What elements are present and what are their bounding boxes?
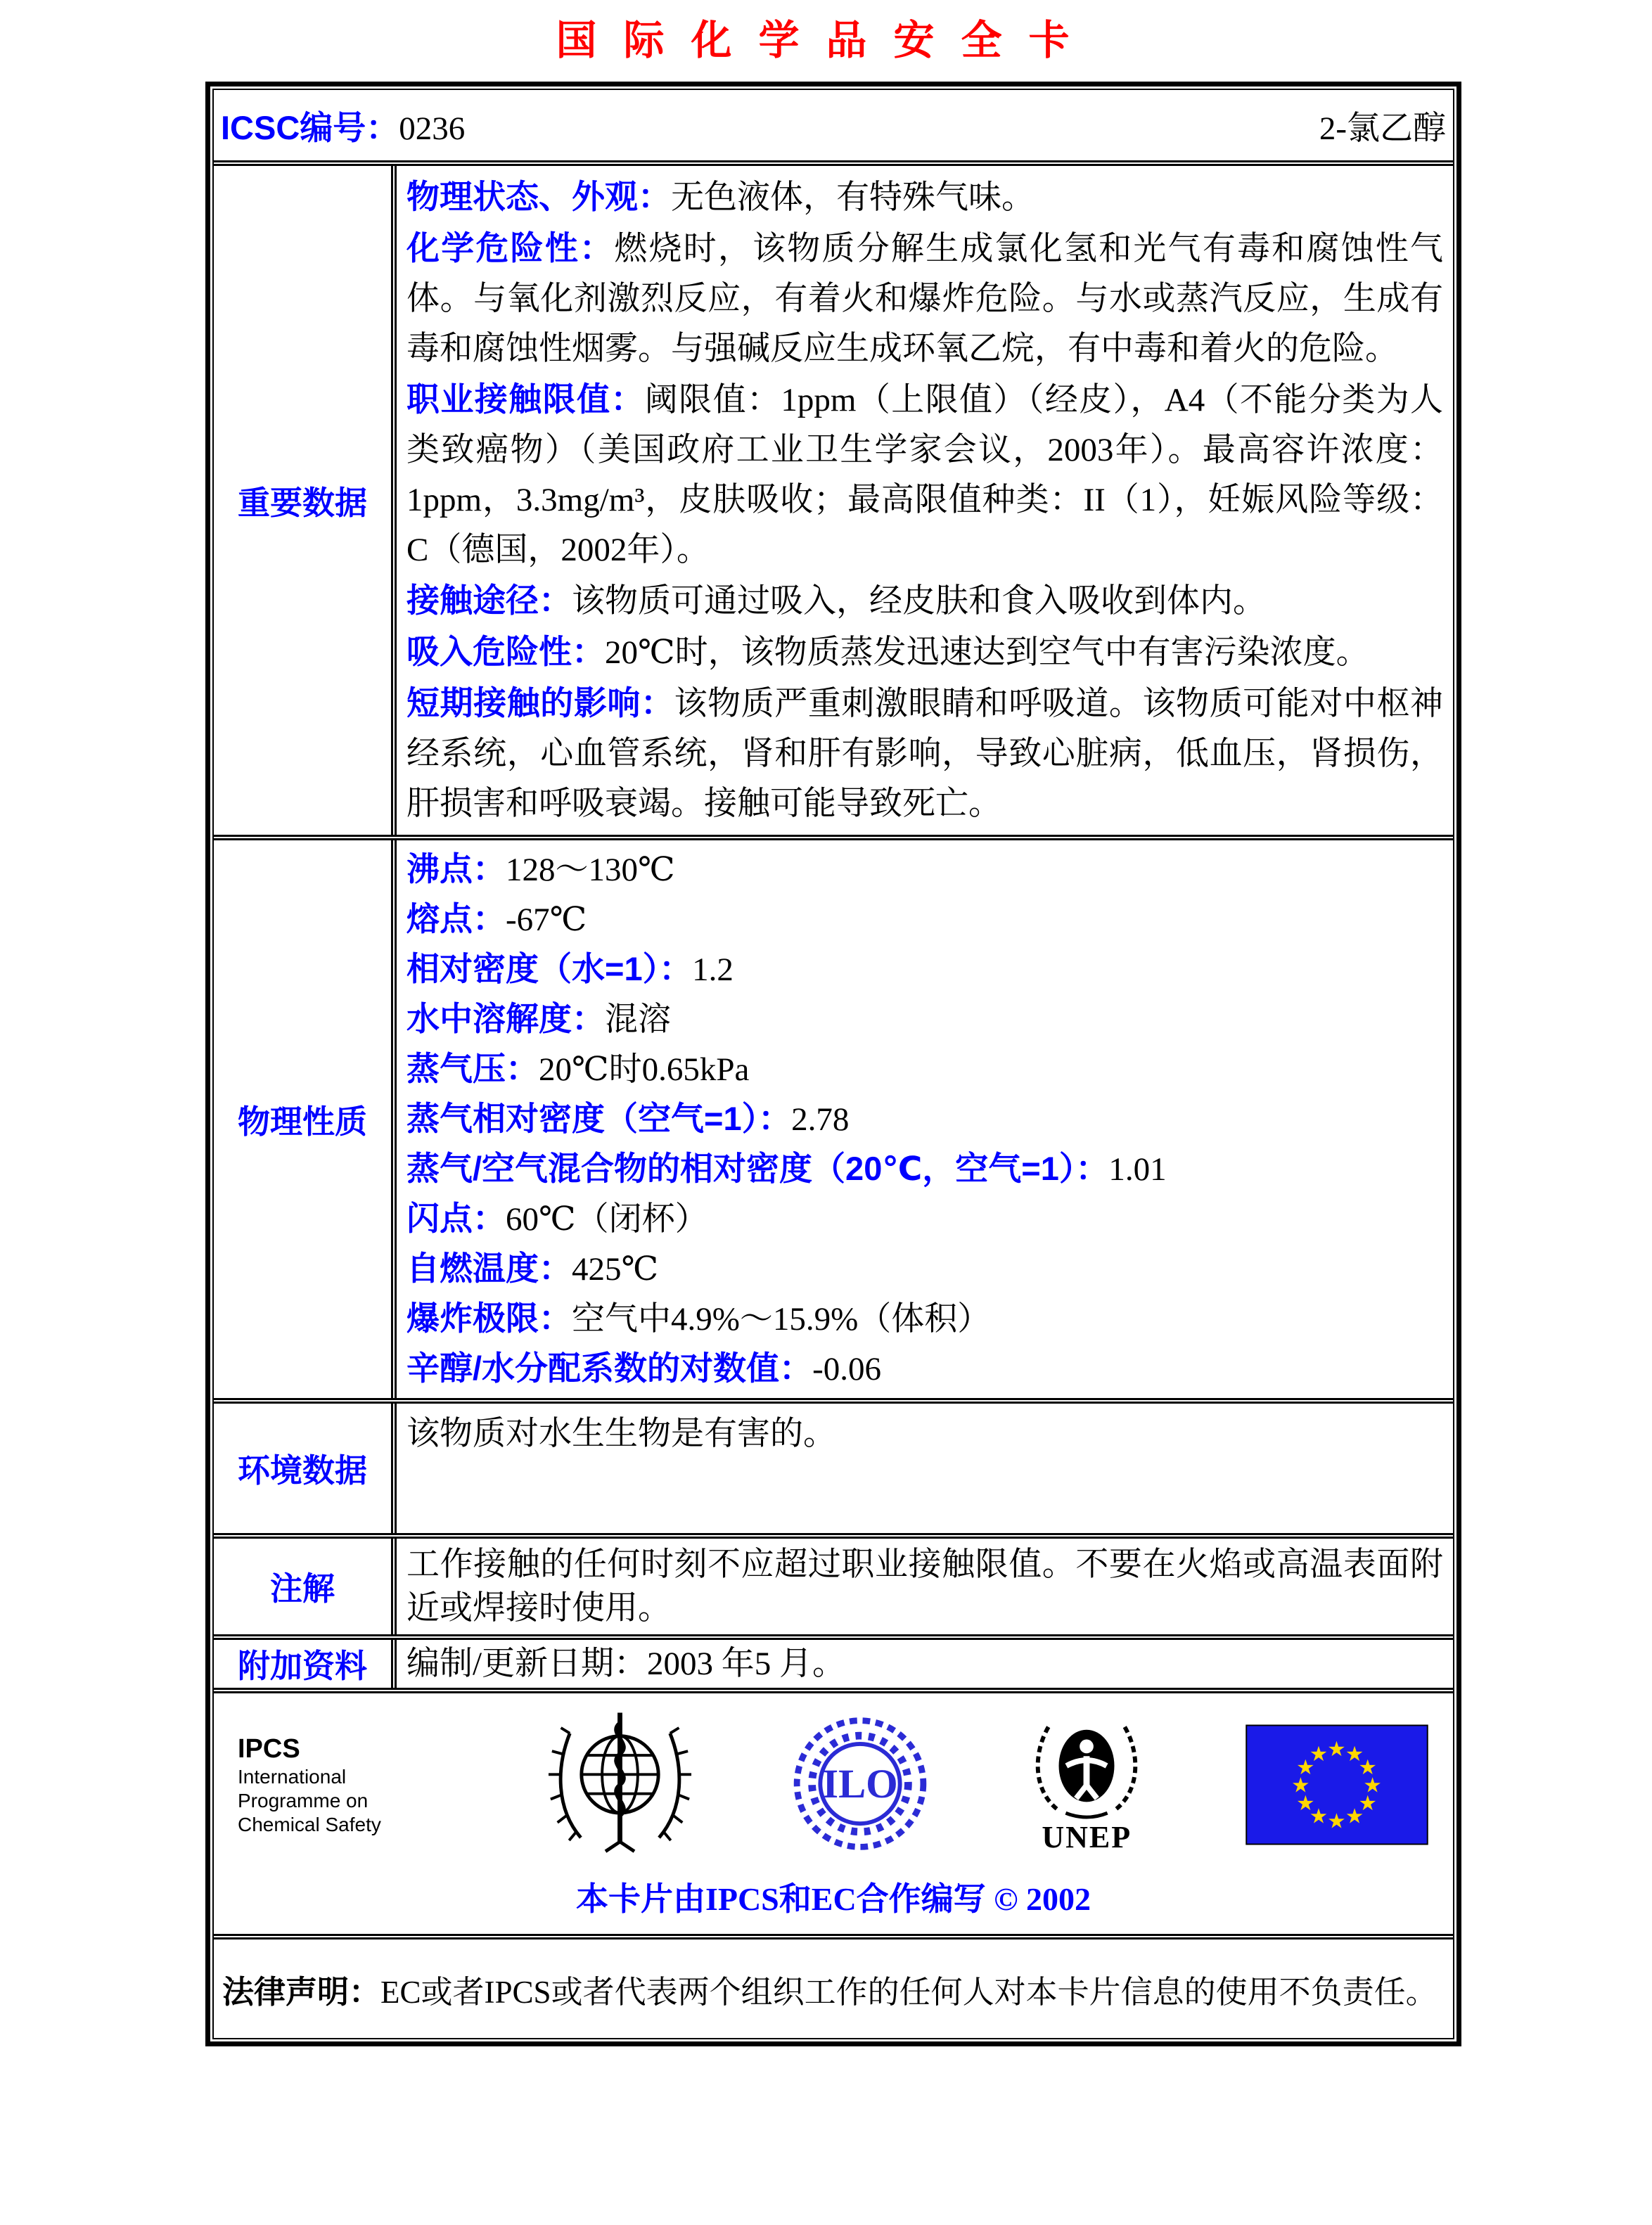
physical-item <box>406 944 1443 994</box>
unep-logo-label: UNEP <box>1042 1820 1132 1854</box>
item-label: 职业接触限值： <box>406 380 645 418</box>
item-text: 该物质严重刺激眼睛和呼吸道。该物质可能对中枢神经系统，心血管系统，肾和肝有影响，导致心脏病，低血压，肾损伤，肝损害和呼吸衰竭。接触可能导致死亡。 <box>406 686 1444 822</box>
item-label: 物理状态、外观： <box>406 178 671 215</box>
legal-label: 法律声明： <box>222 1973 381 2010</box>
item-text: 该物质可通过吸入，经皮肤和食入吸收到体内。 <box>572 583 1266 620</box>
important-item <box>406 223 1443 374</box>
row-label-important-data: 重要数据 <box>214 166 397 835</box>
eu-flag-star: ★ <box>1363 1773 1382 1797</box>
item-text: 2.78 <box>791 1101 850 1138</box>
important-item <box>406 678 1443 829</box>
item-text: 128～130℃ <box>506 852 675 888</box>
who-logo-icon <box>548 1705 692 1865</box>
logos-row <box>214 1688 1453 1934</box>
legal-row <box>214 1934 1453 2038</box>
logos-strip <box>214 1703 1453 1866</box>
physical-item <box>406 994 1443 1044</box>
item-text: 混溶 <box>605 1001 671 1038</box>
ipcs-subtitle-line: International <box>238 1766 347 1788</box>
eu-flag-star: ★ <box>1296 1755 1315 1779</box>
item-text: -67℃ <box>506 902 587 938</box>
row-label-notes: 注解 <box>214 1539 397 1634</box>
important-data-content <box>397 166 1453 835</box>
notes-row <box>214 1533 1453 1634</box>
page-title: 国际化学品安全卡 <box>556 18 1096 63</box>
eu-flag-star: ★ <box>1309 1742 1328 1766</box>
ipcs-acronym: IPCS <box>238 1734 300 1764</box>
eu-flag-star: ★ <box>1358 1755 1377 1779</box>
item-text: 425℃ <box>572 1251 659 1288</box>
legal-text: EC或者IPCS或者代表两个组织工作的任何人对本卡片信息的使用不负责任。 <box>380 1974 1438 2010</box>
ilo-logo-icon <box>791 1711 929 1859</box>
item-label: 爆炸极限： <box>406 1300 572 1337</box>
environmental-data-text: 该物质对水生生物是有害的。 <box>406 1416 836 1452</box>
safety-card-inner <box>212 89 1454 2039</box>
physical-properties-content <box>397 840 1453 1398</box>
footer-caption: 本卡片由IPCS和EC合作编写 © 2002 <box>575 1881 1091 1917</box>
ipcs-subtitle-line: Chemical Safety <box>238 1814 381 1835</box>
item-label: 自燃温度： <box>406 1250 572 1287</box>
item-text: 无色液体，有特殊气味。 <box>671 179 1035 216</box>
item-label: 吸入危险性： <box>406 633 605 670</box>
ilo-logo-text: ILO <box>821 1761 898 1807</box>
item-label: 水中溶解度： <box>406 1000 605 1037</box>
item-label: 蒸气相对密度（空气=1）： <box>406 1100 792 1137</box>
item-text: 20℃时0.65kPa <box>539 1051 750 1088</box>
item-label: 化学危险性： <box>406 229 615 267</box>
eu-flag-star: ★ <box>1345 1804 1364 1828</box>
icsc-page <box>0 7 1652 2046</box>
physical-item <box>406 1244 1443 1294</box>
important-item <box>406 172 1443 223</box>
eu-flag-star: ★ <box>1358 1790 1377 1815</box>
eu-flag-star: ★ <box>1296 1790 1315 1815</box>
item-label: 熔点： <box>406 900 506 937</box>
item-label: 短期接触的影响： <box>406 684 674 722</box>
item-text: 阈限值：1ppm（上限值）（经皮），A4（不能分类为人类致癌物）（美国政府工业卫生学家会议，2003年）。最高容许浓度：1ppm，3.3mg/m³，皮肤吸收；最高限值种类：II（1），妊娠风险等级：C（德国，2002年）。 <box>406 382 1444 568</box>
notes-text: 工作接触的任何时刻不应超过职业接触限值。不要在火焰或高温表面附近或焊接时使用。 <box>406 1546 1443 1627</box>
item-text: 空气中4.9%～15.9%（体积） <box>572 1301 991 1338</box>
physical-properties-row <box>214 835 1453 1398</box>
physical-item <box>406 1344 1443 1394</box>
item-label: 闪点： <box>406 1200 506 1237</box>
additional-info-row <box>214 1634 1453 1688</box>
physical-item <box>406 1144 1443 1194</box>
additional-info-content <box>397 1640 1453 1688</box>
item-label: 接触途径： <box>406 582 572 619</box>
important-item <box>406 575 1443 627</box>
eu-flag-star: ★ <box>1345 1742 1364 1766</box>
unep-logo-block <box>1027 1716 1146 1854</box>
eu-flag-star: ★ <box>1327 1809 1346 1833</box>
unep-logo-icon <box>1027 1716 1146 1821</box>
icsc-number-value: 0236 <box>399 110 466 147</box>
ipcs-subtitle-line: Programme on <box>238 1790 369 1812</box>
row-label-additional-info: 附加资料 <box>214 1640 397 1688</box>
safety-card <box>205 82 1461 2046</box>
environmental-data-row <box>214 1398 1453 1533</box>
item-label: 辛醇/水分配系数的对数值： <box>406 1349 813 1387</box>
icsc-number-label: ICSC编号： <box>221 108 399 146</box>
card-header-row <box>214 90 1453 160</box>
row-label-environmental-data: 环境数据 <box>214 1404 397 1533</box>
physical-item <box>406 1194 1443 1244</box>
chemical-name: 2-氯乙醇 <box>1319 110 1446 147</box>
ipcs-text-block <box>238 1733 449 1837</box>
physical-item <box>406 1094 1443 1144</box>
eu-flag-star: ★ <box>1309 1804 1328 1828</box>
notes-content <box>397 1539 1453 1634</box>
item-label: 蒸气/空气混合物的相对密度（20℃，空气=1）： <box>406 1150 1109 1187</box>
eu-flag-icon <box>1245 1724 1429 1845</box>
important-item <box>406 627 1443 678</box>
item-text: 20℃时，该物质蒸发迅速达到空气中有害污染浓度。 <box>605 634 1369 671</box>
eu-flag-star: ★ <box>1327 1737 1346 1762</box>
important-item <box>406 374 1443 575</box>
item-text: 燃烧时，该物质分解生成氯化氢和光气有毒和腐蚀性气体。与氧化剂激烈反应，有着火和爆炸危险。与水或蒸汽反应，生成有毒和腐蚀性烟雾。与强碱反应生成环氧乙烷，有中毒和着火的危险。 <box>406 231 1444 367</box>
physical-item <box>406 1294 1443 1344</box>
item-text: 1.01 <box>1108 1151 1167 1188</box>
physical-item <box>406 845 1443 895</box>
important-data-row <box>214 160 1453 835</box>
environmental-data-content <box>397 1404 1453 1533</box>
item-text: 60℃（闭杯） <box>506 1201 708 1238</box>
physical-item <box>406 895 1443 944</box>
item-text: -0.06 <box>812 1351 881 1387</box>
item-label: 沸点： <box>406 850 506 887</box>
row-label-physical-properties: 物理性质 <box>214 840 397 1398</box>
item-label: 相对密度（水=1）： <box>406 950 693 987</box>
physical-item <box>406 1044 1443 1094</box>
eu-flag-star: ★ <box>1291 1773 1310 1797</box>
icsc-number-group <box>221 102 465 149</box>
item-text: 1.2 <box>692 951 734 988</box>
item-label: 蒸气压： <box>406 1050 539 1087</box>
additional-info-text: 编制/更新日期：2003 年5 月。 <box>406 1646 846 1682</box>
